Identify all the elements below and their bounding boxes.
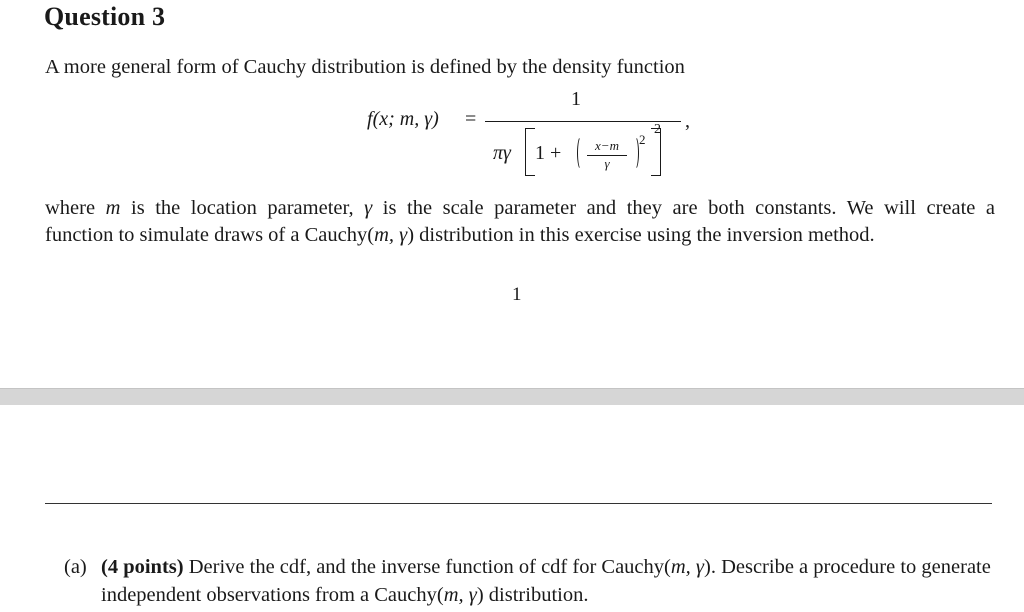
var-m: m (105, 197, 121, 219)
part-a-text-3: ) distribution. (476, 584, 589, 606)
formula-equals: = (465, 108, 477, 130)
fraction-bar (485, 121, 681, 122)
inner-exponent: 2 (639, 132, 646, 147)
left-bracket (525, 128, 535, 176)
page-separator (0, 388, 1024, 405)
part-a-args-2: m, γ (443, 584, 477, 606)
part-a-body (101, 553, 994, 609)
part-a-points: (4 points) (101, 556, 184, 578)
where-word: where (45, 197, 96, 219)
part-a-text-2: ). Describe a procedure to generate independent observations from a Cauchy( (101, 556, 991, 606)
where-scale-text: is the scale parameter and they are both constants. We will create a (382, 197, 996, 219)
inner-fraction (585, 138, 629, 172)
one-plus: 1 + (535, 142, 562, 164)
line2-args: m, γ (374, 224, 408, 246)
right-paren (631, 136, 639, 170)
left-paren (577, 136, 585, 170)
line2-end: ) distribution in this exercise using the inversion method. (407, 224, 875, 246)
horizontal-rule (45, 503, 992, 504)
where-line-2 (45, 224, 875, 246)
pi-gamma: πγ (493, 142, 511, 164)
part-a-args-1: m, γ (670, 556, 704, 578)
question-heading: Question 3 (44, 2, 166, 31)
var-gamma: γ (364, 197, 373, 219)
inner-denominator: γ (604, 156, 610, 171)
outer-exponent: 2 (654, 122, 661, 137)
where-paragraph (45, 195, 995, 249)
formula-lhs (367, 108, 439, 131)
where-location-text: is the location parameter, (131, 197, 354, 219)
line2-start: function to simulate draws of a Cauchy( (45, 224, 375, 246)
formula-comma: , (685, 110, 690, 132)
part-a-text-1: Derive the cdf, and the inverse function of cdf for Cauchy( (183, 556, 671, 578)
where-line-1 (45, 195, 995, 222)
inner-numerator: x−m (595, 138, 619, 153)
part-a-label: (a) (64, 556, 87, 578)
intro-text: A more general form of Cauchy distribution is defined by the density function (45, 56, 685, 78)
formula-numerator: 1 (571, 88, 581, 110)
page-number: 1 (512, 284, 522, 305)
formula-args: (x; m, γ) (372, 108, 439, 130)
formula-denominator (493, 122, 683, 184)
formula-f: f (367, 108, 373, 130)
density-formula (367, 90, 707, 186)
